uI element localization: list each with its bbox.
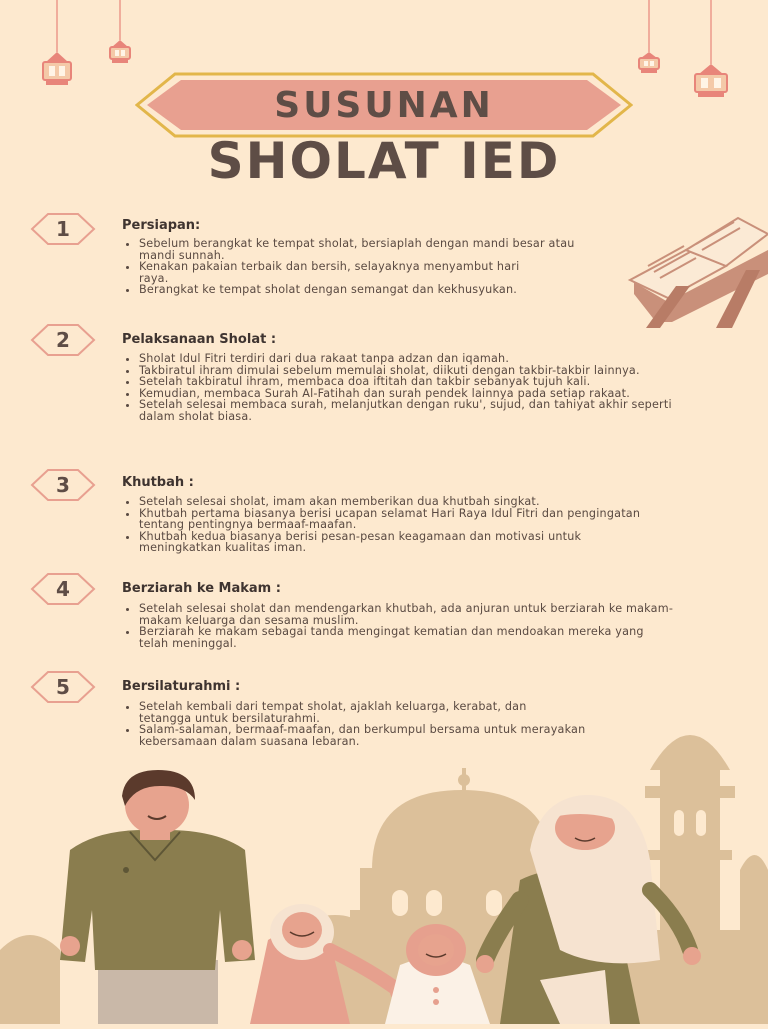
list-item: • Setelah selesai sholat, imam akan memberikan dua khutbah singkat. [139, 496, 699, 508]
list-item: • Setelah takbiratul ihram, membaca doa iftitah dan takbir sebanyak tujuh kali. [139, 376, 684, 388]
step-section-1 [30, 212, 710, 312]
step-number-badge: 1 [30, 212, 96, 246]
list-item: • Kemudian, membaca Surah Al-Fatihah dan surah pendek lainnya pada setiap rakaat. [139, 388, 679, 400]
step-number-badge: 3 [30, 468, 96, 502]
list-item: • Setelah selesai membaca surah, melanjutkan dengan ruku', sujud, dan tahiyat akhir seperti dalam sholat biasa. [139, 399, 684, 422]
step-number-badge: 2 [30, 323, 96, 357]
list-item: • Sholat Idul Fitri terdiri dari dua rakaat tanpa adzan dan iqamah. [139, 353, 699, 365]
list-item: • Salam-salaman, bermaaf-maafan, dan berkumpul bersama untuk merayakan kebersamaan dalam suasana lebaran. [139, 724, 619, 747]
step-number-badge: 5 [30, 670, 96, 704]
step-list [122, 353, 699, 423]
lantern-decoration [106, 0, 134, 66]
list-item: • Berziarah ke makam sebagai tanda mengingat kematian dan mendoakan mereka yang telah meninggal. [139, 626, 654, 649]
title-banner [135, 70, 633, 140]
step-list [122, 238, 609, 296]
step-title: Pelaksanaan Sholat : [122, 332, 277, 347]
step-title: Bersilaturahmi : [122, 679, 241, 694]
list-item: • Takbiratul ihram dimulai sebelum memulai sholat, diikuti dengan takbir-takbir lainnya. [139, 365, 659, 377]
step-section-4 [30, 572, 710, 652]
list-item: • Khutbah pertama biasanya berisi ucapan selamat Hari Raya Idul Fitri dan pengingatan tentang pentingnya bermaaf-maafan. [139, 508, 679, 531]
banner-text: SUSUNAN [274, 84, 494, 126]
list-item: • Sebelum berangkat ke tempat sholat, bersiaplah dengan mandi besar atau mandi sunnah. [139, 238, 609, 261]
step-section-3 [30, 468, 710, 558]
step-title: Berziarah ke Makam : [122, 581, 281, 596]
step-list [122, 496, 699, 554]
list-item: • Khutbah kedua biasanya berisi pesan-pesan keagamaan dan motivasi untuk meningkatkan kualitas iman. [139, 531, 649, 554]
lantern-decoration [38, 0, 76, 90]
lantern-decoration [690, 0, 732, 100]
mosque-family-illustration [0, 710, 768, 1024]
step-title: Persiapan: [122, 218, 201, 233]
list-item: • Setelah kembali dari tempat sholat, ajaklah keluarga, kerabat, dan tetangga untuk bersilaturahmi. [139, 701, 579, 724]
list-item: • Kenakan pakaian terbaik dan bersih, selayaknya menyambut hari raya. [139, 261, 549, 284]
list-item: • Berangkat ke tempat sholat dengan semangat dan kekhusyukan. [139, 284, 549, 296]
step-list [122, 603, 679, 649]
list-item: • Setelah selesai sholat dan mendengarkan khutbah, ada anjuran untuk berziarah ke makam-makam keluarga dan sesama muslim. [139, 603, 679, 626]
lantern-decoration [636, 0, 662, 76]
step-title: Khutbah : [122, 475, 194, 490]
page-title: SHOLAT IED [207, 132, 561, 190]
step-section-2 [30, 323, 710, 463]
step-number-badge: 4 [30, 572, 96, 606]
